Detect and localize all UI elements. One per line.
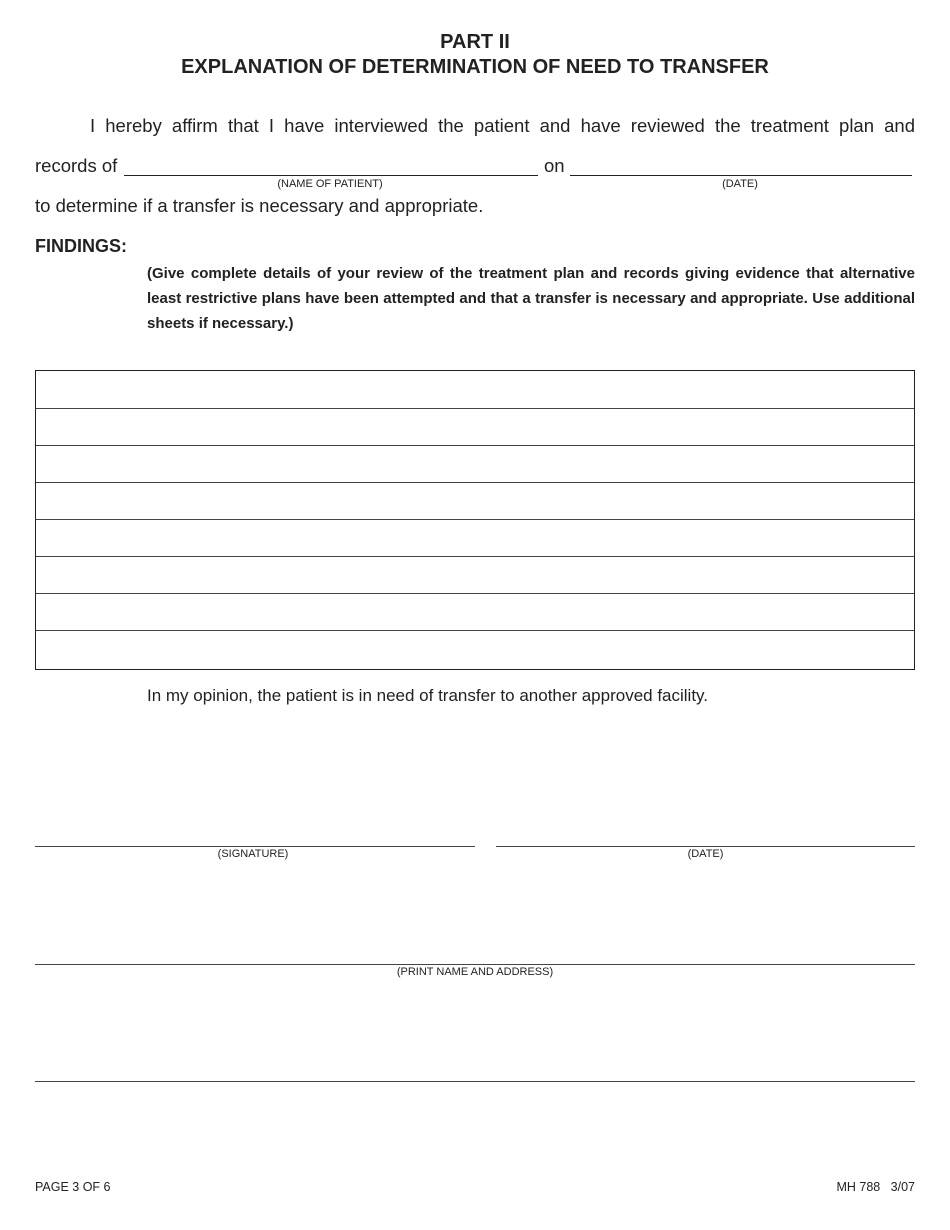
records-of-label: records of xyxy=(35,155,118,176)
page-number: PAGE 3 OF 6 xyxy=(35,1180,111,1194)
opinion-statement: In my opinion, the patient is in need of transfer to another approved facility. xyxy=(147,686,709,705)
affirmation-line-1: I hereby affirm that I have interviewed the patient and have reviewed the treatment plan and xyxy=(90,115,915,136)
signature-field[interactable] xyxy=(35,846,475,847)
findings-entry-line[interactable] xyxy=(36,445,914,482)
patient-name-field[interactable] xyxy=(124,175,538,176)
print-name-caption: (PRINT NAME AND ADDRESS) xyxy=(396,966,554,978)
findings-entry-line[interactable] xyxy=(36,519,914,556)
findings-heading: FINDINGS: xyxy=(35,236,127,256)
signature-date-caption: (DATE) xyxy=(687,848,724,860)
signature-caption: (SIGNATURE) xyxy=(217,848,289,860)
findings-box xyxy=(35,370,915,670)
affirmation-line-3: to determine if a transfer is necessary and appropriate. xyxy=(35,195,484,216)
findings-entry-line[interactable] xyxy=(36,371,914,408)
findings-entry-line[interactable] xyxy=(36,408,914,445)
on-label: on xyxy=(544,155,565,176)
form-title: EXPLANATION OF DETERMINATION OF NEED TO TRANSFER xyxy=(181,56,769,78)
part-heading: PART II xyxy=(440,31,510,53)
review-date-caption: (DATE) xyxy=(722,178,758,190)
findings-entry-line[interactable] xyxy=(36,593,914,630)
print-name-field[interactable] xyxy=(35,964,915,965)
findings-entry-line[interactable] xyxy=(36,556,914,593)
patient-name-caption: (NAME OF PATIENT) xyxy=(277,178,383,190)
findings-entry-line[interactable] xyxy=(36,482,914,519)
signature-date-field[interactable] xyxy=(496,846,915,847)
findings-instructions: (Give complete details of your review of the treatment plan and records giving evidence that alternative least restrictive plans have been attempted and that a transfer is necessary and appropriate. Use additional sheets if necessary.) xyxy=(147,265,915,332)
findings-entry-line[interactable] xyxy=(36,630,914,667)
review-date-field[interactable] xyxy=(570,175,912,176)
address-field[interactable] xyxy=(35,1081,915,1082)
form-number: MH 788 3/07 xyxy=(836,1180,915,1194)
